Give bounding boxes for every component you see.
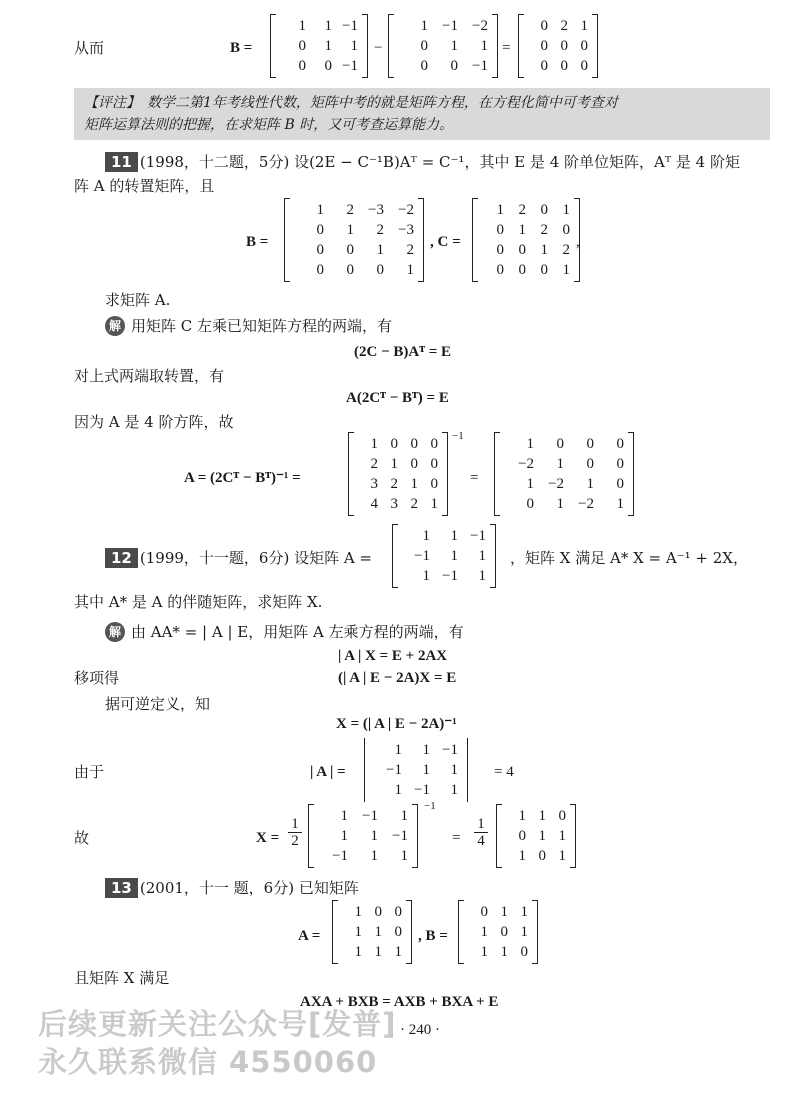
matrix-cell: −1 — [342, 58, 358, 74]
problem-number-11: 11 — [105, 152, 138, 172]
matrix-cell: 0 — [430, 456, 438, 472]
matrix-cell: 1 — [340, 828, 348, 844]
matrix-cell: −1 — [414, 782, 430, 798]
problem-12-statement: (1999，十一题，6分) 设矩阵 A = — [139, 549, 373, 567]
matrix-cell: 1 — [394, 782, 402, 798]
matrix-cell: 4 — [370, 496, 378, 512]
matrix-cell: 2 — [346, 202, 354, 218]
det-value: = 4 — [494, 764, 514, 780]
matrix-cell: 1 — [450, 782, 458, 798]
solution-11-intro — [105, 316, 392, 336]
matrix-b-11 — [284, 198, 424, 282]
matrix-cell: 0 — [560, 58, 568, 74]
matrix-cell: −2 — [398, 202, 414, 218]
text-x-satisfies: 且矩阵 X 满足 — [74, 969, 170, 987]
matrix-cell: 0 — [496, 242, 504, 258]
matrix-cell: 3 — [390, 496, 398, 512]
text-transpose: 对上式两端取转置，有 — [74, 367, 225, 385]
matrix-cell: 0 — [496, 222, 504, 238]
commentary-line-1: 【评注】 数学二第1年考线性代数，矩阵中考的就是矩阵方程，在方程化简中可考查对 — [84, 95, 618, 111]
matrix-cell: 0 — [538, 848, 546, 864]
matrix-cell: 1 — [324, 38, 332, 54]
problem-12-line-1b: ，矩阵 X 满足 A* X = A⁻¹ + 2X， — [510, 549, 748, 567]
matrix-cell: 2 — [376, 222, 384, 238]
equals-sign-11: = — [470, 470, 479, 486]
matrix-cell: 0 — [540, 18, 548, 34]
determinant-a — [364, 738, 468, 802]
matrix-cell: 2 — [518, 202, 526, 218]
label-c-eq: , C = — [430, 234, 461, 250]
matrix-cell: 0 — [324, 58, 332, 74]
matrix-cell: 1 — [558, 848, 566, 864]
problem-number-12: 12 — [105, 548, 138, 568]
matrix-cell: 1 — [562, 262, 570, 278]
matrix-cell: 0 — [390, 436, 398, 452]
matrix-cell: 1 — [430, 496, 438, 512]
matrix-cell: 1 — [586, 476, 594, 492]
matrix-cell: −3 — [368, 202, 384, 218]
matrix-cell: 0 — [430, 476, 438, 492]
problem-12-line-1a — [105, 548, 372, 568]
matrix-cell: 1 — [316, 202, 324, 218]
matrix-cell: 0 — [560, 38, 568, 54]
matrix-cell: 1 — [478, 548, 486, 564]
matrix-cell: 0 — [410, 456, 418, 472]
matrix-cell: −2 — [578, 496, 594, 512]
eq-11-2: A(2Cᵀ − Bᵀ) = E — [346, 390, 449, 406]
matrix-cell: 0 — [346, 262, 354, 278]
matrix-cell: 1 — [422, 528, 430, 544]
matrix-cell: 1 — [518, 222, 526, 238]
eq-12-3: X = (| A | E − 2A)⁻¹ — [336, 716, 457, 732]
matrix-cell: 1 — [540, 242, 548, 258]
problem-11-statement: (1998，十二题，5分) 设(2E − C⁻¹B)Aᵀ = C⁻¹，其中 E 是 4 阶单位矩阵，Aᵀ 是 4 阶矩 — [139, 153, 740, 171]
label-a-13: A = — [298, 928, 321, 944]
intro-text: 从而 — [74, 39, 105, 57]
matrix-cell: 0 — [450, 58, 458, 74]
matrix-cell: 0 — [316, 222, 324, 238]
matrix-b-13 — [458, 900, 538, 964]
matrix-m-11 — [348, 432, 448, 516]
matrix-cell: 1 — [324, 18, 332, 34]
matrix-cell: 2 — [410, 496, 418, 512]
matrix-m1-12 — [308, 804, 418, 868]
matrix-cell: 0 — [496, 262, 504, 278]
text-invertible: 据可逆定义，知 — [105, 695, 211, 713]
matrix-cell: 0 — [558, 808, 566, 824]
solution-12-text: 由 AA* = | A | E，用矩阵 A 左乘方程的两端，有 — [131, 623, 464, 641]
matrix-cell: 0 — [420, 38, 428, 54]
matrix-cell: 2 — [562, 242, 570, 258]
matrix-a-12 — [392, 524, 496, 588]
matrix-cell: −2 — [472, 18, 488, 34]
problem-12-line-2: 其中 A* 是 A 的伴随矩阵，求矩阵 X. — [74, 593, 323, 611]
matrix-cell: 1 — [420, 18, 428, 34]
matrix-cell: 0 — [526, 496, 534, 512]
matrix-cell: −1 — [392, 828, 408, 844]
matrix-cell: 0 — [586, 456, 594, 472]
matrix-cell: 1 — [354, 944, 362, 960]
matrix-cell: 1 — [450, 528, 458, 544]
matrix-cell: 1 — [562, 202, 570, 218]
matrix-cell: 1 — [390, 456, 398, 472]
matrix-cell: −1 — [472, 58, 488, 74]
matrix-cell: 1 — [394, 742, 402, 758]
problem-13-line-1 — [105, 878, 359, 898]
minus-sign: − — [374, 40, 383, 56]
matrix-cell: 0 — [518, 242, 526, 258]
matrix-minv-11 — [494, 432, 634, 516]
matrix-cell: 1 — [422, 568, 430, 584]
text-since: 由于 — [74, 763, 105, 781]
matrix-cell: 1 — [500, 904, 508, 920]
matrix-cell: 1 — [370, 436, 378, 452]
matrix-cell: 1 — [538, 808, 546, 824]
matrix-cell: 1 — [450, 548, 458, 564]
matrix-cell: 1 — [354, 904, 362, 920]
problem-11-ask: 求矩阵 A. — [105, 291, 171, 309]
matrix-cell: −2 — [518, 456, 534, 472]
matrix-cell: 0 — [420, 58, 428, 74]
matrix-cell: 1 — [376, 242, 384, 258]
matrix-cell: 1 — [480, 944, 488, 960]
matrix-cell: 0 — [346, 242, 354, 258]
text-rearrange: 移项得 — [74, 669, 120, 687]
matrix-cell: 1 — [500, 944, 508, 960]
matrix-cell: −1 — [442, 568, 458, 584]
matrix-cell: 0 — [520, 944, 528, 960]
matrix-cell: 1 — [298, 18, 306, 34]
eq-12-2: (| A | E − 2A)X = E — [338, 670, 457, 686]
x-label: X = — [256, 830, 280, 846]
matrix-cell: 1 — [480, 924, 488, 940]
matrix-cell: 1 — [394, 944, 402, 960]
matrix-cell: 0 — [480, 904, 488, 920]
eq-a-inverse: A = (2Cᵀ − Bᵀ)⁻¹ = — [184, 470, 301, 486]
problem-number-13: 13 — [105, 878, 138, 898]
matrix-cell: 1 — [350, 38, 358, 54]
matrix-cell: 1 — [400, 848, 408, 864]
matrix-cell: 1 — [370, 828, 378, 844]
matrix-cell: 0 — [298, 58, 306, 74]
matrix-cell: 0 — [540, 262, 548, 278]
matrix-cell: 0 — [540, 202, 548, 218]
problem-11-line-2: 阵 A 的转置矩阵，且 — [74, 177, 215, 195]
solution-badge-icon: 解 — [105, 622, 125, 642]
matrix-cell: −2 — [548, 476, 564, 492]
equals-sign-12: = — [452, 830, 461, 846]
equals-sign: = — [502, 40, 511, 56]
matrix-cell: 0 — [580, 58, 588, 74]
matrix-cell: 0 — [394, 924, 402, 940]
matrix-cell: 1 — [410, 476, 418, 492]
matrix-cell: 1 — [354, 924, 362, 940]
solution-badge-icon: 解 — [105, 316, 125, 336]
matrix-cell: −1 — [332, 848, 348, 864]
matrix-cell: 3 — [370, 476, 378, 492]
inverse-exponent: −1 — [424, 800, 436, 812]
det-label: | A | = — [310, 764, 346, 780]
matrix-cell: 1 — [374, 944, 382, 960]
matrix-cell: −3 — [398, 222, 414, 238]
label-b-eq: B = — [246, 234, 269, 250]
matrix-cell: 0 — [410, 436, 418, 452]
matrix-cell: 1 — [538, 828, 546, 844]
matrix-cell: −1 — [342, 18, 358, 34]
matrix-cell: 0 — [580, 38, 588, 54]
matrix-cell: 0 — [616, 476, 624, 492]
matrix-cell: 0 — [518, 262, 526, 278]
matrix-cell: 1 — [518, 808, 526, 824]
problem-11-line-1 — [105, 152, 740, 172]
matrix-cell: 2 — [406, 242, 414, 258]
matrix-cell: 1 — [346, 222, 354, 238]
matrix-cell: 0 — [586, 436, 594, 452]
fraction-denominator: 4 — [477, 833, 485, 849]
eq-11-1: (2C − B)Aᵀ = E — [354, 344, 452, 360]
matrix-cell: 0 — [518, 828, 526, 844]
matrix-top-3 — [518, 14, 598, 78]
fraction-half — [288, 816, 302, 849]
matrix-cell: 0 — [316, 262, 324, 278]
matrix-cell: 0 — [374, 904, 382, 920]
solution-12-intro — [105, 622, 464, 642]
commentary-line-2: 矩阵运算法则的把握，在求矩阵 B 时，又可考查运算能力。 — [84, 117, 454, 133]
eq-13-1: AXA + BXB = AXB + BXA + E — [300, 994, 499, 1010]
matrix-m2-12 — [496, 804, 576, 868]
matrix-cell: 1 — [450, 762, 458, 778]
matrix-cell: 1 — [496, 202, 504, 218]
matrix-cell: 1 — [406, 262, 414, 278]
matrix-cell: 2 — [560, 18, 568, 34]
eq-label-b: B = — [230, 40, 253, 56]
matrix-cell: 0 — [556, 436, 564, 452]
matrix-cell: 1 — [422, 762, 430, 778]
matrix-cell: 0 — [540, 38, 548, 54]
matrix-cell: 0 — [394, 904, 402, 920]
eq-12-1: | A | X = E + 2AX — [338, 648, 448, 664]
matrix-cell: 0 — [616, 436, 624, 452]
matrix-cell: 0 — [562, 222, 570, 238]
matrix-cell: 1 — [480, 38, 488, 54]
matrix-cell: 1 — [556, 456, 564, 472]
matrix-cell: 1 — [520, 924, 528, 940]
matrix-cell: 2 — [540, 222, 548, 238]
matrix-cell: 2 — [390, 476, 398, 492]
fraction-numerator: 1 — [474, 816, 488, 833]
solution-11-text: 用矩阵 C 左乘已知矩阵方程的两端，有 — [131, 317, 393, 335]
matrix-cell: 0 — [616, 456, 624, 472]
matrix-cell: 0 — [430, 436, 438, 452]
problem-13-statement: (2001，十一 题，6分) 已知矩阵 — [139, 879, 359, 897]
matrix-cell: −1 — [414, 548, 430, 564]
matrix-cell: 1 — [580, 18, 588, 34]
matrix-cell: 0 — [376, 262, 384, 278]
matrix-cell: 2 — [370, 456, 378, 472]
fraction-numerator: 1 — [288, 816, 302, 833]
matrix-cell: 1 — [520, 904, 528, 920]
matrix-cell: 1 — [422, 742, 430, 758]
matrix-cell: 1 — [526, 436, 534, 452]
label-b-13: , B = — [418, 928, 448, 944]
text-order4: 因为 A 是 4 阶方阵，故 — [74, 413, 234, 431]
matrix-top-2 — [388, 14, 498, 78]
matrix-cell: 1 — [526, 476, 534, 492]
matrix-cell: 0 — [298, 38, 306, 54]
fraction-denominator: 2 — [291, 833, 299, 849]
matrix-c-11 — [472, 198, 580, 282]
matrix-cell: 1 — [400, 808, 408, 824]
matrix-cell: −1 — [442, 18, 458, 34]
commentary-box — [74, 88, 770, 140]
matrix-cell: 1 — [450, 38, 458, 54]
matrix-top-1 — [270, 14, 368, 78]
matrix-cell: 0 — [540, 58, 548, 74]
matrix-cell: −1 — [470, 528, 486, 544]
text-therefore: 故 — [74, 829, 90, 847]
matrix-cell: 1 — [556, 496, 564, 512]
matrix-cell: 1 — [558, 828, 566, 844]
watermark-line-2: 永久联系微信 4550060 — [38, 1045, 378, 1079]
matrix-cell: 1 — [518, 848, 526, 864]
matrix-cell: 1 — [478, 568, 486, 584]
matrix-cell: 1 — [340, 808, 348, 824]
matrix-cell: 1 — [374, 924, 382, 940]
fraction-quarter — [474, 816, 488, 849]
matrix-cell: −1 — [362, 808, 378, 824]
page-number: · 240 · — [400, 1022, 440, 1038]
comma: , — [576, 234, 580, 250]
matrix-cell: 0 — [500, 924, 508, 940]
matrix-cell: 1 — [370, 848, 378, 864]
matrix-cell: −1 — [386, 762, 402, 778]
matrix-cell: −1 — [442, 742, 458, 758]
matrix-cell: 0 — [316, 242, 324, 258]
inverse-exponent: −1 — [452, 430, 464, 442]
matrix-a-13 — [332, 900, 412, 964]
matrix-cell: 1 — [616, 496, 624, 512]
watermark-line-1: 后续更新关注公众号[发普] — [38, 1007, 397, 1041]
